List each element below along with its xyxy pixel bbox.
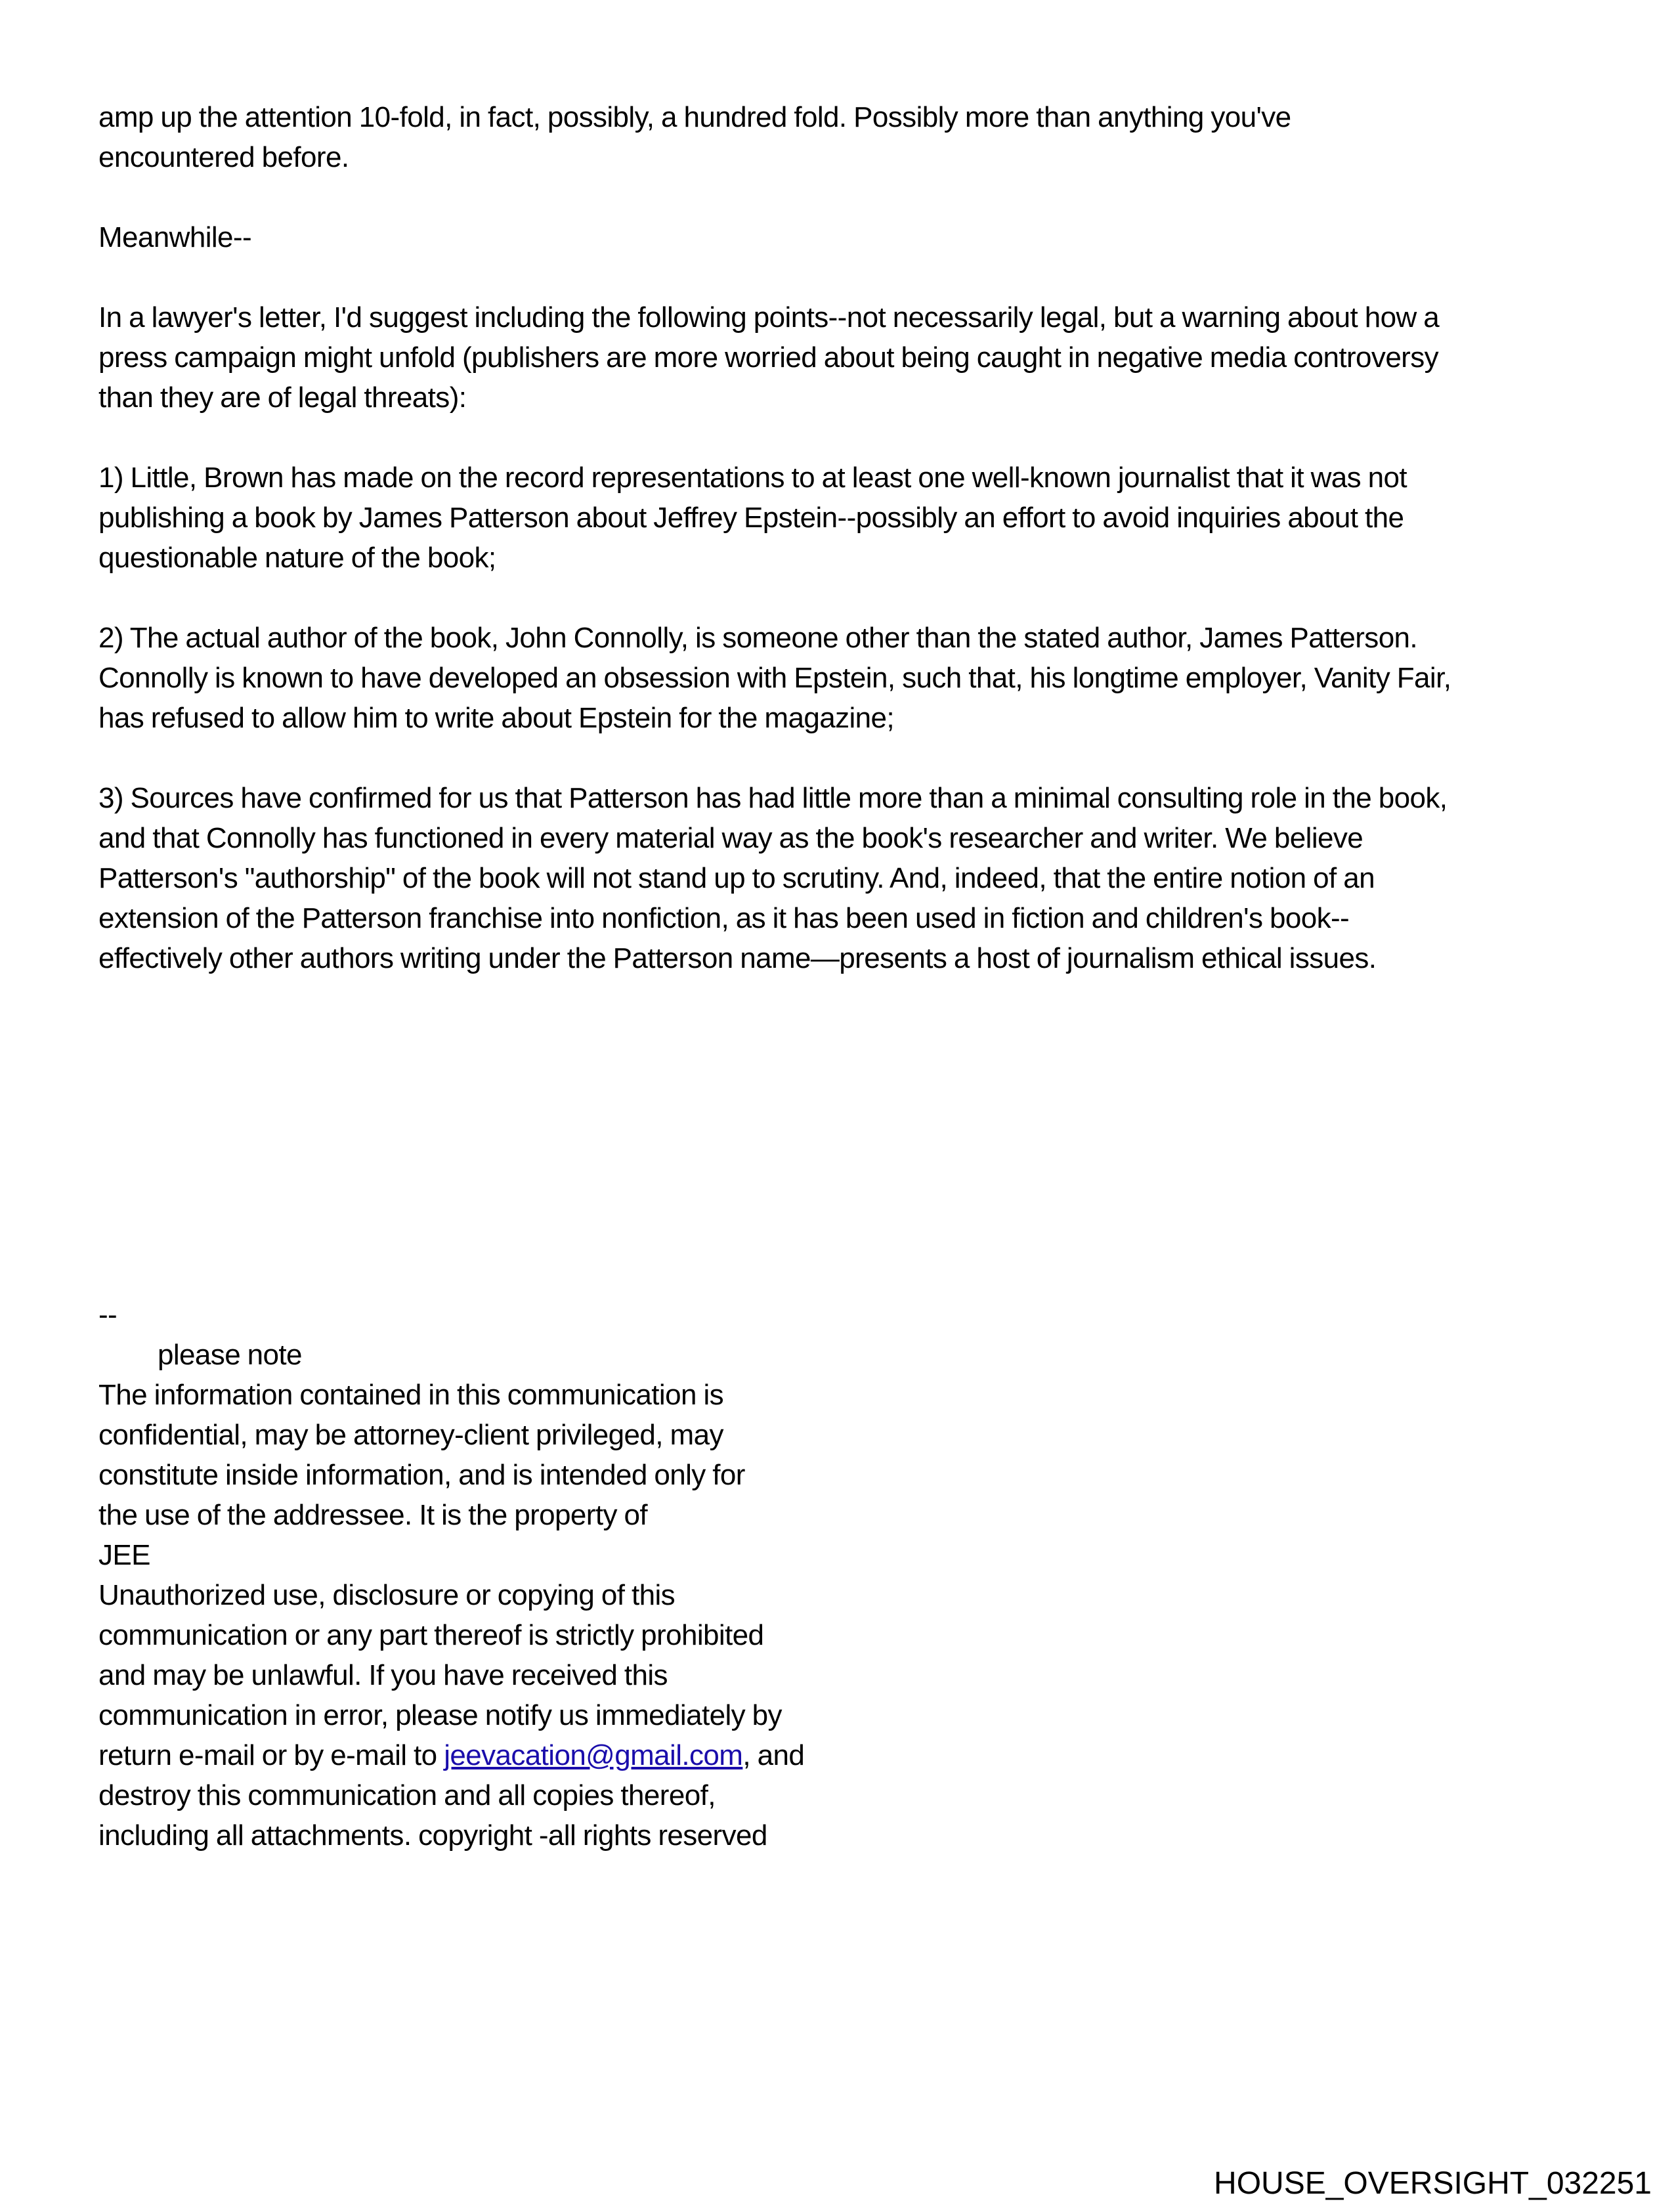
disclaimer-owner: JEE — [98, 1539, 150, 1571]
disclaimer-line: destroy this communication and all copies thereof, — [98, 1779, 716, 1811]
disclaimer-line: confidential, may be attorney-client privileged, may — [98, 1419, 723, 1451]
text-line: In a lawyer's letter, I'd suggest including the following points--not necessarily legal, but a warning about how a — [98, 301, 1440, 334]
disclaimer-line: communication in error, please notify us immediately by — [98, 1699, 782, 1731]
disclaimer-line: communication or any part thereof is strictly prohibited — [98, 1619, 764, 1651]
email-line-suffix: , and — [742, 1739, 805, 1771]
text-line: amp up the attention 10-fold, in fact, possibly, a hundred fold. Possibly more than anything you've — [98, 101, 1291, 133]
text-line: publishing a book by James Patterson about Jeffrey Epstein--possibly an effort to avoid inquiries about the — [98, 502, 1404, 534]
text-line: encountered before. — [98, 141, 349, 173]
signature-separator: -- — [98, 1299, 118, 1331]
point-2 — [98, 618, 1582, 738]
text-line: 3) Sources have confirmed for us that Patterson has had little more than a minimal consulting role in the book, — [98, 782, 1448, 814]
paragraph-attention — [98, 97, 1582, 177]
please-note-heading: please note — [158, 1339, 302, 1371]
disclaimer-email-line — [98, 1735, 952, 1775]
disclaimer-line: Unauthorized use, disclosure or copying of this — [98, 1579, 676, 1611]
text-line: press campaign might unfold (publishers are more worried about being caught in negative media controversy — [98, 341, 1439, 374]
disclaimer-line: the use of the addressee. It is the property of — [98, 1499, 647, 1531]
email-line-prefix: return e-mail or by e-mail to — [98, 1739, 444, 1771]
disclaimer-line: and may be unlawful. If you have received this — [98, 1659, 668, 1691]
text-line: Patterson's "authorship" of the book will not stand up to scrutiny. And, indeed, that the entire notion of an — [98, 862, 1375, 894]
disclaimer-line: including all attachments. copyright -all rights reserved — [98, 1819, 767, 1852]
paragraph-meanwhile — [98, 217, 1582, 257]
text-line: extension of the Patterson franchise into nonfiction, as it has been used in fiction and children's book-- — [98, 902, 1350, 934]
email-body — [98, 97, 1582, 1018]
text-line: questionable nature of the book; — [98, 542, 496, 574]
point-3 — [98, 778, 1582, 978]
text-line: Meanwhile-- — [98, 221, 252, 253]
text-line: than they are of legal threats): — [98, 381, 467, 414]
bates-number: HOUSE_OVERSIGHT_032251 — [1214, 2166, 1652, 2201]
email-link[interactable]: jeevacation@gmail.com — [444, 1739, 743, 1771]
point-1 — [98, 458, 1582, 578]
email-signature-disclaimer — [98, 1295, 952, 1855]
disclaimer-line: The information contained in this communication is — [98, 1379, 724, 1411]
paragraph-lawyers-letter — [98, 297, 1582, 418]
text-line: 2) The actual author of the book, John Connolly, is someone other than the stated author, James Patterson. — [98, 622, 1418, 654]
text-line: Connolly is known to have developed an obsession with Epstein, such that, his longtime employer, Vanity Fair, — [98, 662, 1451, 694]
text-line: 1) Little, Brown has made on the record representations to at least one well-known journalist that it was not — [98, 462, 1407, 494]
disclaimer-line: constitute inside information, and is intended only for — [98, 1459, 745, 1491]
text-line: and that Connolly has functioned in every material way as the book's researcher and writer. We believe — [98, 822, 1363, 854]
text-line: effectively other authors writing under the Patterson name—presents a host of journalism ethical issues. — [98, 942, 1377, 974]
text-line: has refused to allow him to write about Epstein for the magazine; — [98, 702, 895, 734]
